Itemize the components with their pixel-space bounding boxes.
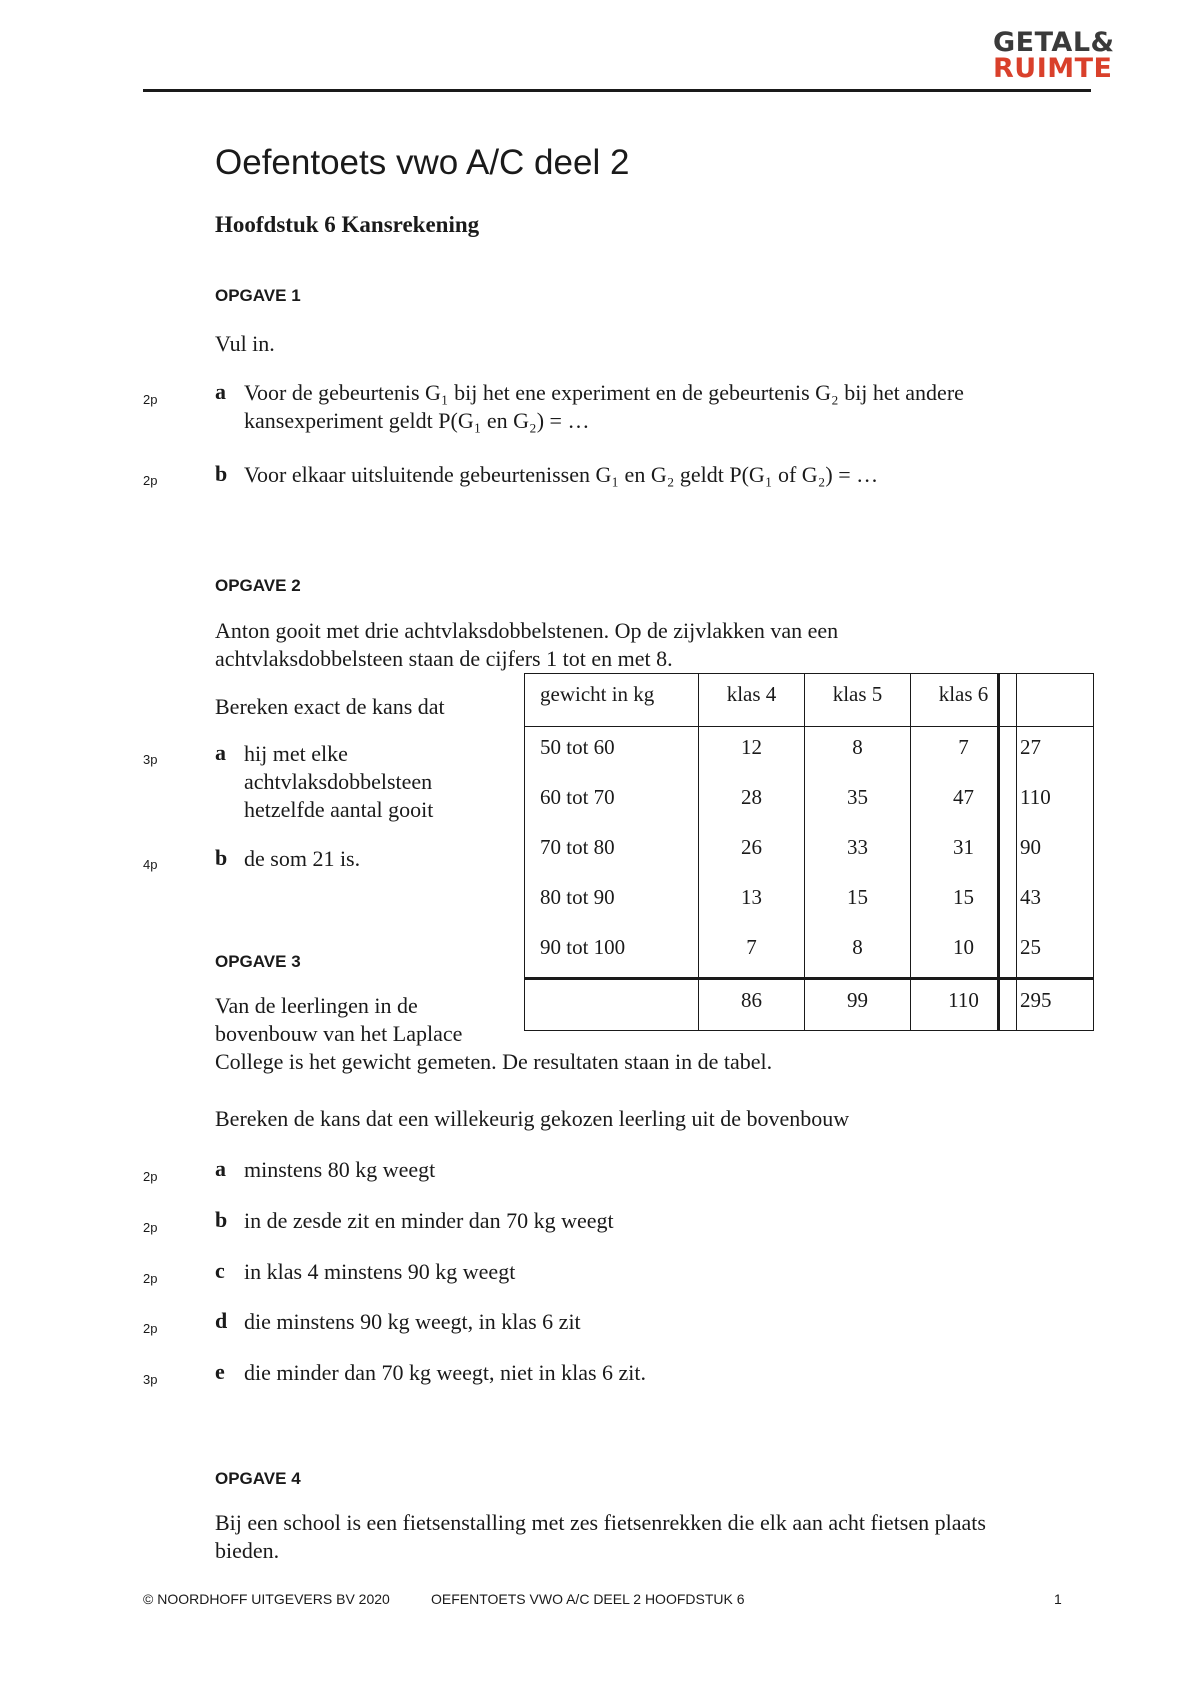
question-2b-text: de som 21 is.	[244, 846, 361, 871]
table-row	[525, 827, 1094, 877]
opgave-1-heading: OPGAVE 1	[215, 286, 301, 305]
table-cell: 80 tot 90	[525, 877, 699, 927]
question-letter: b	[215, 1207, 228, 1232]
table-cell: 110	[911, 979, 1017, 1031]
question-3b-text: in de zesde zit en minder dan 70 kg weegt	[244, 1208, 614, 1233]
question-1b-text: Voor elkaar uitsluitende gebeurtenissen G₁ en G₂ geldt P(G₁ of G₂) = …	[244, 462, 879, 487]
table-cell: 295	[1017, 979, 1094, 1031]
table-cell: 7	[699, 927, 805, 979]
question-2a-line-2: achtvlaksdobbelsteen	[244, 769, 433, 794]
table-cell: 12	[699, 727, 805, 778]
question-1a-line-2: kansexperiment geldt P(G₁ en G₂) = …	[244, 408, 590, 433]
table-cell: 90	[1017, 827, 1094, 877]
opgave-2-heading: OPGAVE 2	[215, 576, 301, 595]
question-letter: a	[215, 740, 226, 765]
footer-title: OEFENTOETS VWO A/C DEEL 2 HOOFDSTUK 6	[431, 1591, 745, 1607]
table-cell: 7	[911, 727, 1017, 778]
table-cell: 25	[1017, 927, 1094, 979]
question-points: 2p	[143, 1321, 158, 1336]
table-total-column-rule	[997, 673, 1000, 1031]
question-points: 2p	[143, 1169, 158, 1184]
opgave-4-text	[215, 1509, 986, 1565]
page-title: Oefentoets vwo A/C deel 2	[215, 143, 630, 182]
table-cell: 15	[805, 877, 911, 927]
publisher-logo	[993, 27, 1115, 84]
opgave-2-ask: Bereken exact de kans dat	[215, 694, 445, 719]
header-rule	[143, 89, 1091, 92]
table-cell: 60 tot 70	[525, 777, 699, 827]
table-header-cell: klas 5	[805, 674, 911, 727]
opgave-2-intro	[215, 617, 838, 673]
question-points: 2p	[143, 473, 158, 488]
opgave-4-line-2: bieden.	[215, 1538, 280, 1563]
footer-copyright: © NOORDHOFF UITGEVERS BV 2020	[143, 1591, 390, 1607]
question-1a-line-1: Voor de gebeurtenis G₁ bij het ene experiment en de gebeurtenis G₂ bij het andere	[244, 380, 964, 405]
table-cell: 90 tot 100	[525, 927, 699, 979]
question-3d-text: die minstens 90 kg weegt, in klas 6 zit	[244, 1309, 581, 1334]
table-row	[525, 727, 1094, 778]
opgave-2-intro-line-2: achtvlaksdobbelsteen staan de cijfers 1 tot en met 8.	[215, 646, 673, 671]
opgave-3-intro-line-3: College is het gewicht gemeten. De resultaten staan in de tabel.	[215, 1049, 773, 1074]
table-cell: 8	[805, 927, 911, 979]
table-header-row	[525, 674, 1094, 727]
table-cell: 10	[911, 927, 1017, 979]
table-cell: 27	[1017, 727, 1094, 778]
question-points: 2p	[143, 1220, 158, 1235]
table-row	[525, 777, 1094, 827]
opgave-2-intro-line-1: Anton gooit met drie achtvlaksdobbelstenen. Op de zijvlakken van een	[215, 618, 839, 643]
opgave-3-ask: Bereken de kans dat een willekeurig gekozen leerling uit de bovenbouw	[215, 1106, 850, 1131]
question-2a-text	[244, 740, 433, 824]
opgave-1-intro: Vul in.	[215, 331, 275, 356]
table-cell: 50 tot 60	[525, 727, 699, 778]
question-points: 3p	[143, 752, 158, 767]
table-header-cell	[1017, 674, 1094, 727]
table-cell: 13	[699, 877, 805, 927]
logo-line-1: GETAL&	[993, 27, 1115, 58]
table-row	[525, 927, 1094, 979]
opgave-3-intro-line-1: Van de leerlingen in de	[215, 993, 418, 1018]
question-3a-text: minstens 80 kg weegt	[244, 1157, 436, 1182]
table-header-cell: gewicht in kg	[525, 674, 699, 727]
table-header-cell: klas 4	[699, 674, 805, 727]
table-cell: 70 tot 80	[525, 827, 699, 877]
opgave-4-heading: OPGAVE 4	[215, 1469, 301, 1488]
question-points: 3p	[143, 1372, 158, 1387]
table-cell: 43	[1017, 877, 1094, 927]
opgave-3-heading: OPGAVE 3	[215, 952, 301, 971]
question-letter: a	[215, 1156, 226, 1181]
weight-table	[524, 673, 1094, 1031]
table-header-cell: klas 6	[911, 674, 1017, 727]
question-2a-line-3: hetzelfde aantal gooit	[244, 797, 434, 822]
question-letter: c	[215, 1258, 225, 1283]
question-3c-text: in klas 4 minstens 90 kg weegt	[244, 1259, 516, 1284]
table-cell: 47	[911, 777, 1017, 827]
question-letter: e	[215, 1359, 225, 1384]
question-points: 2p	[143, 1271, 158, 1286]
question-letter: b	[215, 461, 228, 486]
opgave-4-line-1: Bij een school is een fietsenstalling met zes fietsenrekken die elk aan acht fietsen plaats	[215, 1510, 986, 1535]
logo-line-2: RUIMTE	[993, 53, 1113, 84]
table-row	[525, 877, 1094, 927]
question-letter: d	[215, 1308, 228, 1333]
question-1a-text	[244, 379, 964, 435]
table-cell: 33	[805, 827, 911, 877]
table-cell: 15	[911, 877, 1017, 927]
question-2a-line-1: hij met elke	[244, 741, 348, 766]
table-cell: 26	[699, 827, 805, 877]
table-cell: 110	[1017, 777, 1094, 827]
table-cell: 31	[911, 827, 1017, 877]
question-letter: a	[215, 379, 226, 404]
question-letter: b	[215, 845, 228, 870]
table-cell: 35	[805, 777, 911, 827]
opgave-3-intro-line-2: bovenbouw van het Laplace	[215, 1021, 463, 1046]
table-cell: 86	[699, 979, 805, 1031]
table-cell: 8	[805, 727, 911, 778]
opgave-3-intro	[215, 992, 772, 1076]
question-points: 2p	[143, 392, 158, 407]
footer-page-number: 1	[1054, 1591, 1062, 1607]
question-points: 4p	[143, 857, 158, 872]
table-cell: 28	[699, 777, 805, 827]
question-3e-text: die minder dan 70 kg weegt, niet in klas 6 zit.	[244, 1360, 647, 1385]
table-cell: 99	[805, 979, 911, 1031]
chapter-subtitle: Hoofdstuk 6 Kansrekening	[215, 212, 480, 237]
